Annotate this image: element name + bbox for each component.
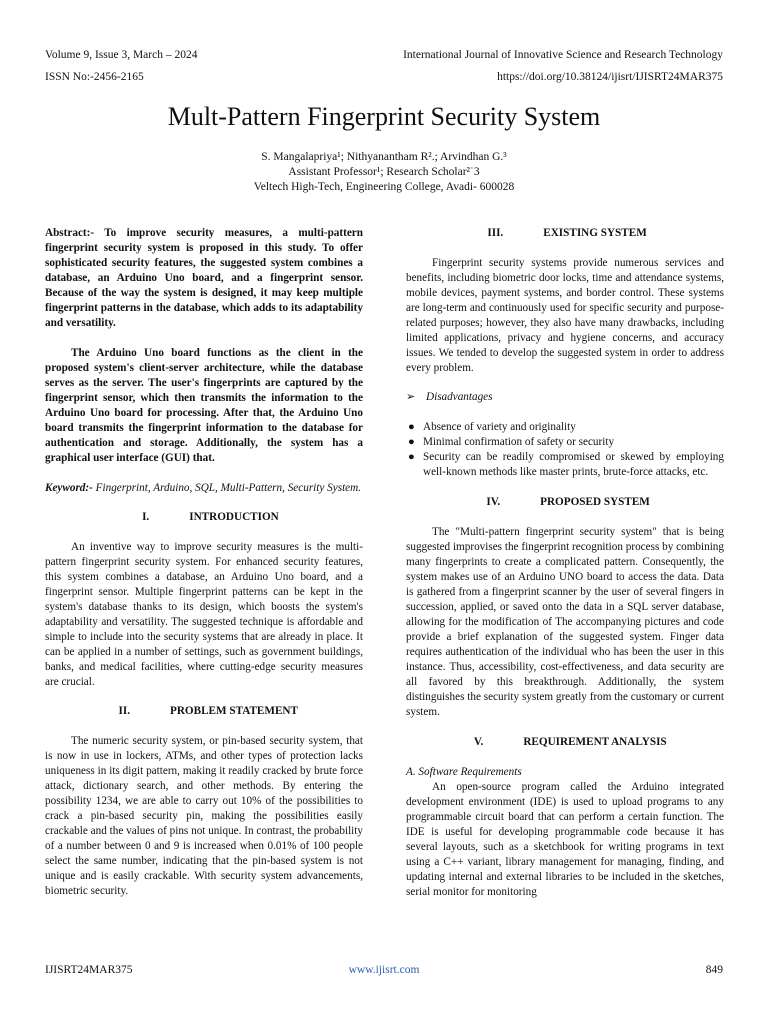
arrow-bullet-icon: ➢ xyxy=(406,391,416,403)
keywords-label: Keyword:- xyxy=(45,482,93,494)
section-body: The "Multi-pattern fingerprint security system" that is being suggested improvises the fingerprint recognition process by combining many fingerprints to create a complicated pattern. Consequently, the system makes use of an Arduino UNO board to access the data. Data is gathered from a fingerprint scanner by the user of several fingers in succession, applied, or saved onto the data in a SQL server database, allowing for the modification of The accompanying pictures and code provide a brief explanation of the suggested system. Finger data requires authentication of the individual who has been the user in this instance. Thus, accessibility, cost-effectiveness, and data security are all favored by this breakthrough. Additionally, the system distinguishes the security system greatly from the customary or current system. xyxy=(406,526,724,718)
author-roles: Assistant Professor¹; Research Scholar²˙3 xyxy=(288,166,480,178)
subheading-disadvantages: ➢ Disadvantages xyxy=(406,391,493,403)
section-heading-existing-system: III. EXISTING SYSTEM xyxy=(487,227,647,239)
subheading-software-requirements: A. Software Requirements xyxy=(406,766,522,778)
page-number: 849 xyxy=(705,964,723,976)
doi-link[interactable]: https://doi.org/10.38124/ijisrt/IJISRT24MAR375 xyxy=(497,71,723,83)
section-body: The numeric security system, or pin-based security system, that is now in use in lockers, ATMs, and other types of protection lacks uniqueness in its digit pattern, making it readily cracked by brute force attack, dictionary search, and other methods. By entering the possibility 1234, we are able to carry out 10% of the possibilities to crack a pin-based security pin, making the possibilities easily crackable and the values of pins not unique. In contrast, the probability of a number between 0 and 9 is increased when 0.01% of 100 people select the same number, indicating that the pin-based system is not unique and is easily crackable. With security system advancements, biometric security. xyxy=(45,735,363,897)
section-heading-proposed-system: IV. PROPOSED SYSTEM xyxy=(486,496,650,508)
keywords-text: Fingerprint, Arduino, SQL, Multi-Pattern, Security System. xyxy=(92,482,362,494)
section-body: An open-source program called the Arduino integrated development environment (IDE) is used to upload programs to any programmable circuit board that can perform a certain function. The IDE is useful for developing programmable code because it has several layouts, such as a sketchbook for writing programs in text using a C++ variant, library management for managing, finding, and updating internal and external libraries to be included in the sketches, serial monitor for monitoring xyxy=(406,781,724,898)
affiliation: Veltech High-Tech, Engineering College, Avadi- 600028 xyxy=(253,181,515,193)
paper-code: IJISRT24MAR375 xyxy=(45,964,133,976)
section-body: An inventive way to improve security measures is the multi-pattern fingerprint security system. For enhanced security features, this system combines a database, an Arduino Uno board, and a fingerprint sensor. Multiple fingerprint patterns can be kept in the system's database thanks to its design, which boosts the system's adaptability and versatility. The suggested technique is affordable and simple to include into the security systems that are already in place. It can be applied in a number of settings, such as government buildings, banks, and medical facilities, where cutting-edge security measures are crucial. xyxy=(45,541,363,688)
authors: S. Mangalapriya¹; Nithyanantham R².; Arvindhan G.³ xyxy=(261,151,507,163)
journal-url[interactable]: www.ijisrt.com xyxy=(348,964,420,976)
list-item: ● Absence of variety and originality xyxy=(408,421,576,433)
bullet-icon: ● xyxy=(408,436,415,448)
paper-title: Mult-Pattern Fingerprint Security System xyxy=(167,102,601,131)
journal-name: International Journal of Innovative Science and Research Technology xyxy=(403,49,723,61)
disadvantages-list xyxy=(406,420,724,480)
issn: ISSN No:-2456-2165 xyxy=(45,71,144,83)
bullet-icon: ● xyxy=(408,421,415,433)
list-item: ● Security can be readily compromised or skewed by employing well-known methods like master prints, brute-force attacks, etc. xyxy=(408,451,724,478)
bullet-icon: ● xyxy=(408,451,415,463)
section-heading-requirement-analysis: V. REQUIREMENT ANALYSIS xyxy=(473,736,667,748)
abstract-paragraph: Abstract:- To improve security measures, a multi-pattern fingerprint security system is proposed in this study. To offer sophisticated security features, the suggested system combines a database, an Arduino Uno board, and a fingerprint sensor. Because of the way the system is designed, it may keep multiple fingerprint patterns in the database, which adds to its adaptability and versatility. xyxy=(45,227,363,329)
left-column xyxy=(45,226,363,899)
section-heading-problem-statement: II. PROBLEM STATEMENT xyxy=(118,705,298,717)
abstract-paragraph: The Arduino Uno board functions as the client in the proposed system's client-server architecture, while the database serves as the server. The user's fingerprints are captured by the fingerprint sensor, which then transmits the information to the Arduino Uno board for processing. After that, the Arduino Uno board transmits the fingerprint information to the database for authentication and storage. Additionally, the system has a graphical user interface (GUI) that. xyxy=(45,347,363,464)
section-body: Fingerprint security systems provide numerous services and benefits, including biometric door locks, time and attendance systems, mobile devices, payment systems, and border control. These systems are long-term and continuously used for specific security and purpose-related purposes; however, they also have many drawbacks, including limited applications, privacy and hygiene concerns, and accuracy issues. We tended to develop the suggested system in order to address every problem. xyxy=(406,257,724,374)
volume-issue: Volume 9, Issue 3, March – 2024 xyxy=(45,49,198,61)
section-heading-introduction: I. INTRODUCTION xyxy=(142,511,279,523)
list-item: ● Minimal confirmation of safety or security xyxy=(408,436,615,448)
right-column xyxy=(406,226,724,900)
keywords xyxy=(45,481,363,496)
